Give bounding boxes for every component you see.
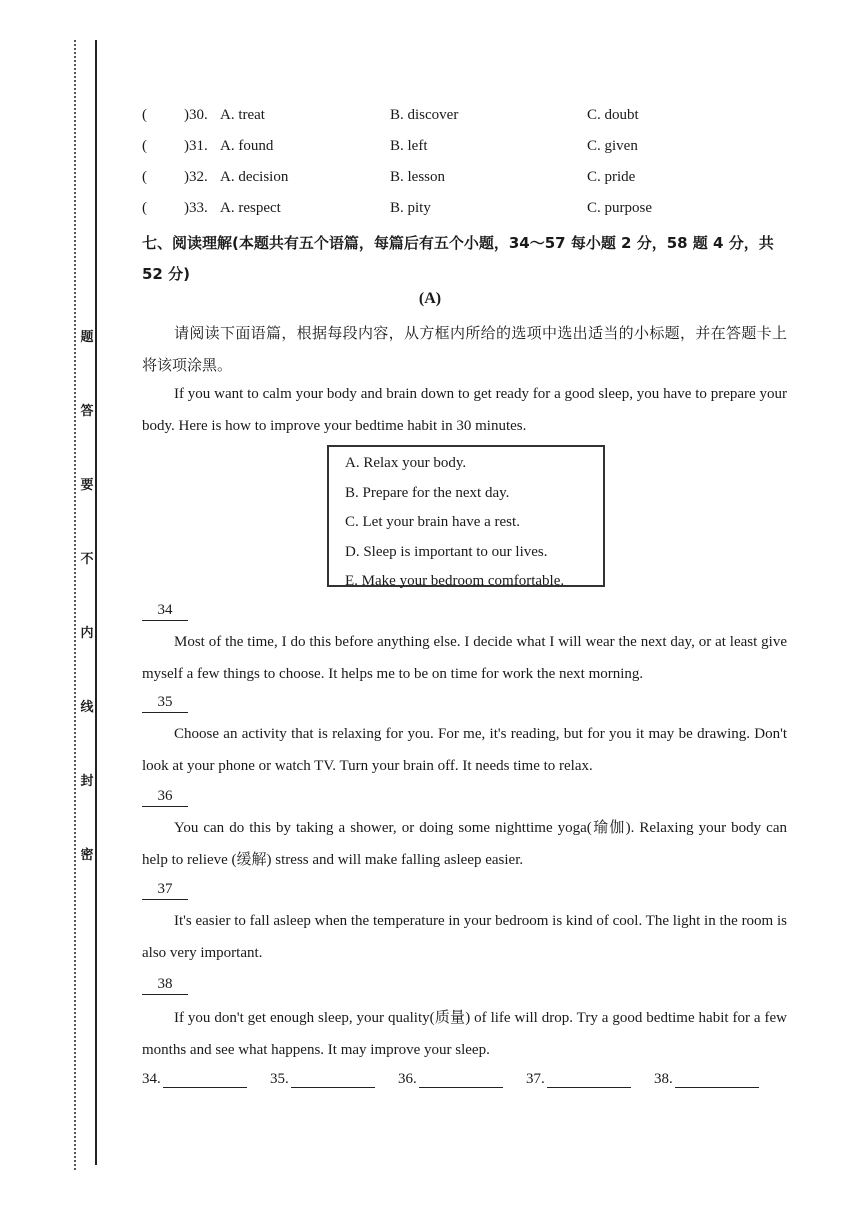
paragraph-number: 38	[142, 974, 188, 995]
option-b: B. left	[390, 138, 428, 154]
instructions: 请阅读下面语篇，根据每段内容，从方框内所给的选项中选出适当的小标题，并在答题卡上将该项涂黑。	[142, 326, 787, 374]
paragraph-text: Choose an activity that is relaxing for you. For me, it's reading, but for you it may be drawing. Don't look at your phone or watch TV. Turn your brain off. It needs time to relax.	[142, 726, 787, 774]
question-number: )32.	[184, 169, 208, 185]
option-a: A. decision	[220, 169, 289, 185]
seal-char: 答	[80, 403, 94, 418]
option-row	[142, 138, 802, 162]
option-c: C. doubt	[587, 107, 639, 123]
question-number: )33.	[184, 200, 208, 216]
answer-paren: (	[142, 138, 147, 154]
choice-item: B. Prepare for the next day.	[345, 484, 510, 501]
seal-char: 线	[80, 699, 94, 714]
paragraph-text: You can do this by taking a shower, or doing some nighttime yoga(瑜伽). Relaxing your body can help to relieve (缓解) stress and will make falling asleep easier.	[142, 820, 787, 868]
answer-paren: (	[142, 107, 147, 123]
answer-paren: (	[142, 200, 147, 216]
answer-item	[398, 1070, 503, 1088]
answer-blank[interactable]	[547, 1070, 631, 1088]
paragraph-text: It's easier to fall asleep when the temperature in your bedroom is kind of cool. The light in the room is also very important.	[142, 913, 787, 961]
seal-char: 密	[80, 847, 94, 862]
section-title: 七、阅读理解(本题共有五个语篇，每篇后有五个小题，34～57 每小题 2 分，58 题 4 分，共 52 分)	[142, 234, 774, 283]
answer-blank[interactable]	[419, 1070, 503, 1088]
paragraph-number: 35	[142, 692, 188, 713]
question-number: )30.	[184, 107, 208, 123]
paragraph-number: 36	[142, 786, 188, 807]
answer-label: 34.	[142, 1071, 161, 1087]
option-row	[142, 169, 802, 193]
answer-label: 35.	[270, 1071, 289, 1087]
answer-blank[interactable]	[291, 1070, 375, 1088]
option-a: A. found	[220, 138, 274, 154]
paragraph-text: If you don't get enough sleep, your quality(质量) of life will drop. Try a good bedtime habit for a few months and see what happens. It may improve your sleep.	[142, 1010, 787, 1058]
seal-char: 封	[80, 773, 94, 788]
paragraph-text: Most of the time, I do this before anything else. I decide what I will wear the next day, or at least give myself a few things to choose. It helps me to be on time for work the next morning.	[142, 634, 787, 682]
option-a: A. respect	[220, 200, 281, 216]
option-a: A. treat	[220, 107, 265, 123]
option-c: C. given	[587, 138, 638, 154]
seal-char: 内	[80, 625, 94, 640]
paragraph-number: 37	[142, 879, 188, 900]
option-c: C. pride	[587, 169, 636, 185]
paragraph-number: 34	[142, 600, 188, 621]
choice-item: A. Relax your body.	[345, 455, 467, 471]
answer-item	[270, 1070, 375, 1088]
answer-label: 37.	[526, 1071, 545, 1087]
choice-item: D. Sleep is important to our lives.	[345, 543, 548, 560]
answer-paren: (	[142, 169, 147, 185]
answer-label: 36.	[398, 1071, 417, 1087]
option-b: B. discover	[390, 107, 459, 123]
seal-char: 不	[80, 551, 94, 566]
answer-item	[654, 1070, 759, 1088]
passage-intro: If you want to calm your body and brain down to get ready for a good sleep, you have to prepare your body. Here is how to improve your bedtime habit in 30 minutes.	[142, 386, 787, 434]
option-b: B. pity	[390, 200, 431, 216]
answer-item	[142, 1070, 247, 1088]
option-c: C. purpose	[587, 200, 652, 216]
answer-label: 38.	[654, 1071, 673, 1087]
answer-blank[interactable]	[675, 1070, 759, 1088]
option-b: B. lesson	[390, 169, 446, 185]
answer-blank[interactable]	[163, 1070, 247, 1088]
answer-line	[142, 1070, 782, 1096]
binding-solid-line	[95, 40, 97, 1165]
option-row	[142, 200, 802, 224]
question-number: )31.	[184, 138, 208, 154]
choice-item: E. Make your bedroom comfortable.	[345, 573, 565, 589]
seal-char: 要	[80, 477, 94, 492]
binding-dotted-line	[74, 40, 76, 1170]
passage-label: (A)	[418, 290, 442, 307]
seal-char: 题	[80, 329, 94, 344]
choice-item: C. Let your brain have a rest.	[345, 514, 520, 530]
answer-item	[526, 1070, 631, 1088]
option-row	[142, 107, 802, 131]
heading-choices-box	[327, 445, 605, 587]
